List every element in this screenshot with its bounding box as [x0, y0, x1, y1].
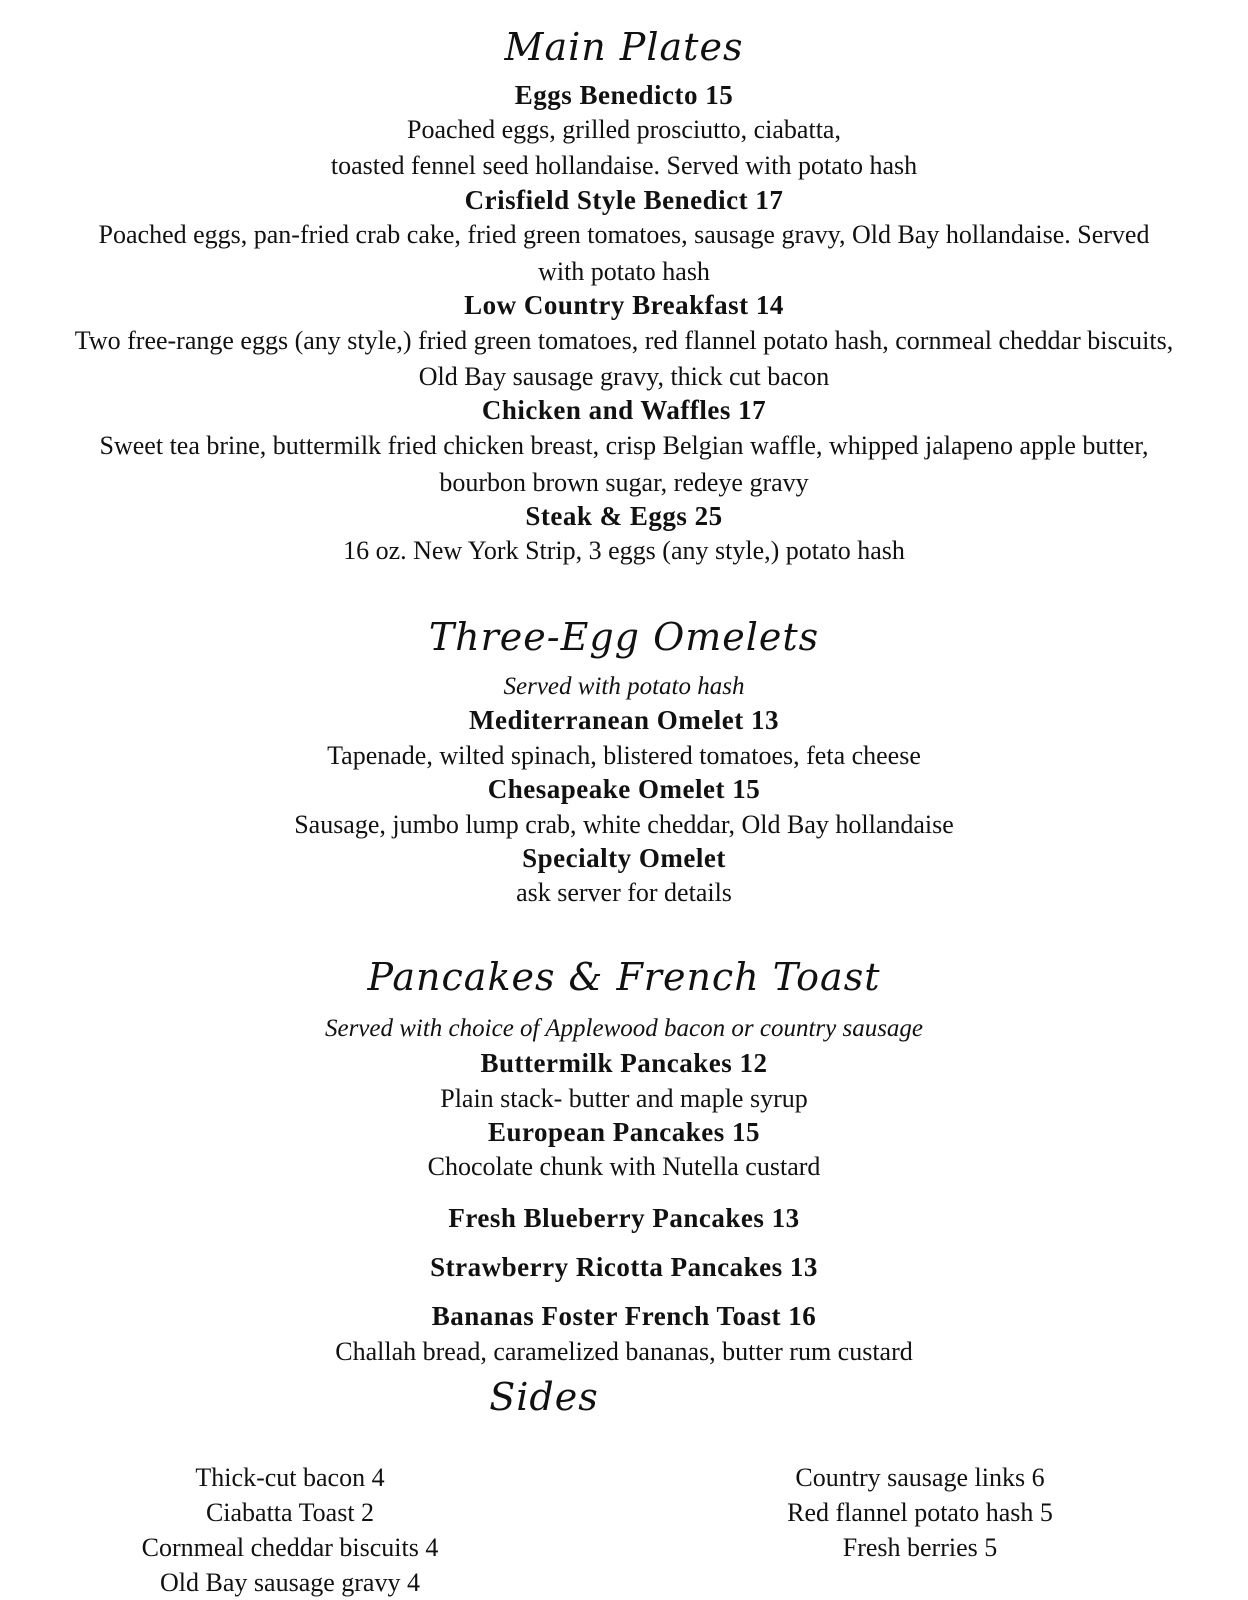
sides-heading: Sides — [489, 1375, 599, 1419]
item-bananas-foster-french-toast: Bananas Foster French Toast 16 — [431, 1301, 817, 1331]
item-description: Poached eggs, pan-fried crab cake, fried green tomatoes, sausage gravy, Old Bay hollandaise. Served — [98, 220, 1150, 249]
side-item: Thick-cut bacon 4 — [195, 1463, 385, 1492]
item-mediterranean-omelet: Mediterranean Omelet 13 — [469, 705, 779, 735]
item-description: bourbon brown sugar, redeye gravy — [439, 468, 809, 497]
side-item: Fresh berries 5 — [842, 1533, 998, 1562]
item-fresh-blueberry-pancakes: Fresh Blueberry Pancakes 13 — [448, 1203, 800, 1233]
sides-right-column — [700, 1460, 1140, 1565]
item-description: Old Bay sausage gravy, thick cut bacon — [418, 362, 830, 391]
item-description: Sausage, jumbo lump crab, white cheddar, Old Bay hollandaise — [294, 810, 954, 839]
item-description: 16 oz. New York Strip, 3 eggs (any style,) potato hash — [343, 536, 905, 565]
item-description: Two free-range eggs (any style,) fried green tomatoes, red flannel potato hash, cornmeal cheddar biscuits, — [74, 326, 1174, 355]
item-description: ask server for details — [516, 878, 732, 907]
item-description: Challah bread, caramelized bananas, butter rum custard — [335, 1337, 913, 1366]
item-strawberry-ricotta-pancakes: Strawberry Ricotta Pancakes 13 — [430, 1252, 818, 1282]
item-european-pancakes: European Pancakes 15 — [487, 1117, 761, 1147]
item-specialty-omelet: Specialty Omelet — [522, 843, 726, 873]
side-item: Country sausage links 6 — [795, 1463, 1045, 1492]
item-description: Poached eggs, grilled prosciutto, ciabatta, — [407, 115, 841, 144]
side-item: Old Bay sausage gravy 4 — [160, 1568, 420, 1597]
main-plates-heading: Main Plates — [504, 25, 744, 69]
item-buttermilk-pancakes: Buttermilk Pancakes 12 — [480, 1048, 768, 1078]
pancakes-note: Served with choice of Applewood bacon or country sausage — [324, 1015, 924, 1042]
item-description: Plain stack- butter and maple syrup — [440, 1084, 808, 1113]
item-low-country-breakfast: Low Country Breakfast 14 — [464, 290, 784, 320]
item-chesapeake-omelet: Chesapeake Omelet 15 — [487, 774, 761, 804]
sides-left-column — [80, 1460, 500, 1600]
side-item: Ciabatta Toast 2 — [205, 1498, 375, 1527]
item-eggs-benedicto: Eggs Benedicto 15 — [514, 80, 734, 110]
item-steak-and-eggs: Steak & Eggs 25 — [525, 501, 723, 531]
item-chicken-and-waffles: Chicken and Waffles 17 — [481, 395, 767, 425]
item-crisfield-benedict: Crisfield Style Benedict 17 — [464, 185, 784, 215]
item-description: toasted fennel seed hollandaise. Served with potato hash — [330, 151, 918, 180]
pancakes-heading: Pancakes & French Toast — [367, 955, 881, 999]
omelets-note: Served with potato hash — [503, 673, 745, 700]
item-description: Chocolate chunk with Nutella custard — [427, 1152, 821, 1181]
item-description: Sweet tea brine, buttermilk fried chicken breast, crisp Belgian waffle, whipped jalapeno apple butter, — [99, 431, 1149, 460]
side-item: Cornmeal cheddar biscuits 4 — [141, 1533, 439, 1562]
item-description: Tapenade, wilted spinach, blistered tomatoes, feta cheese — [327, 741, 921, 770]
omelets-heading: Three-Egg Omelets — [428, 615, 820, 659]
item-description: with potato hash — [538, 257, 710, 286]
side-item: Red flannel potato hash 5 — [787, 1498, 1053, 1527]
